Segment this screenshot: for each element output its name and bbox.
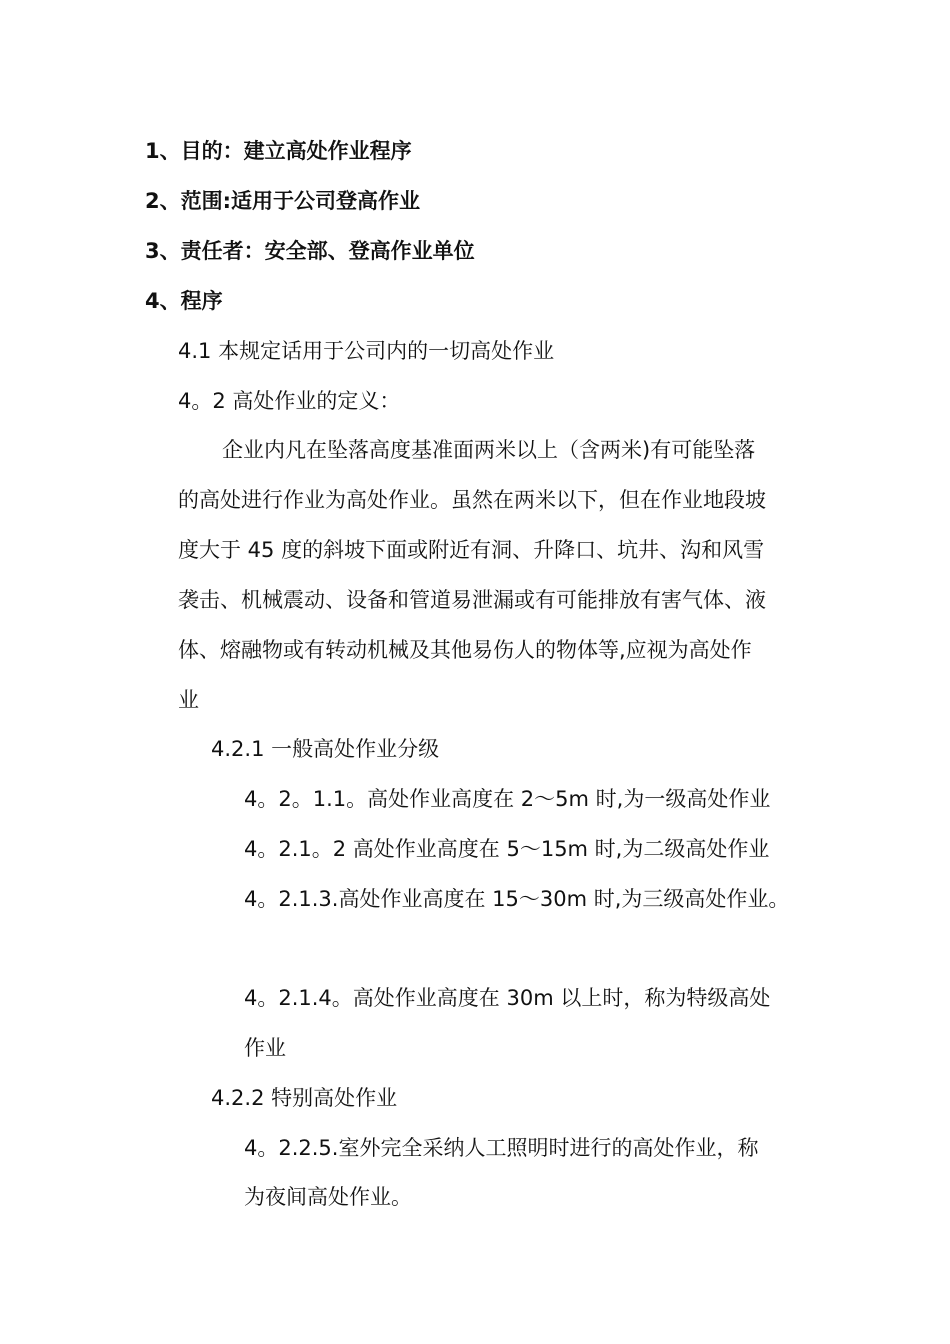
heading-purpose: 1、目的：建立高处作业程序 — [145, 139, 412, 163]
definition-line: 袭击、机械震动、设备和管道易泄漏或有可能排放有害气体、液 — [178, 588, 766, 612]
section-4-2-title: 4。2 高处作业的定义： — [178, 389, 401, 413]
grade-item: 4。2.1.3.高处作业高度在 15～30m 时,为三级高处作业。 — [244, 887, 790, 911]
special-item: 4。2.2.5.室外完全采纳人工照明时进行的高处作业，称 — [244, 1136, 759, 1160]
grade-item: 4。2。1.1。高处作业高度在 2～5m 时,为一级高处作业 — [244, 787, 771, 811]
grade-item: 作业 — [244, 1036, 286, 1060]
heading-responsible: 3、责任者：安全部、登高作业单位 — [145, 239, 475, 263]
definition-line: 度大于 45 度的斜坡下面或附近有洞、升降口、坑井、沟和风雪 — [178, 538, 765, 562]
definition-line: 业 — [178, 688, 199, 712]
section-4-1: 4.1 本规定话用于公司内的一切高处作业 — [178, 339, 555, 363]
definition-line: 企业内凡在坠落高度基准面两米以上（含两米)有可能坠落 — [222, 438, 756, 462]
special-item: 为夜间高处作业。 — [244, 1185, 412, 1209]
definition-line: 的高处进行作业为高处作业。虽然在两米以下，但在作业地段坡 — [178, 488, 766, 512]
definition-line: 体、熔融物或有转动机械及其他易伤人的物体等,应视为高处作 — [178, 638, 752, 662]
grade-item: 4。2.1.4。高处作业高度在 30m 以上时，称为特级高处 — [244, 986, 771, 1010]
heading-scope: 2、范围:适用于公司登高作业 — [145, 189, 421, 213]
section-4-2-1-title: 4.2.1 一般高处作业分级 — [211, 737, 440, 761]
grade-item: 4。2.1。2 高处作业高度在 5～15m 时,为二级高处作业 — [244, 837, 770, 861]
heading-procedure: 4、程序 — [145, 289, 223, 313]
section-4-2-2-title: 4.2.2 特别高处作业 — [211, 1086, 398, 1110]
